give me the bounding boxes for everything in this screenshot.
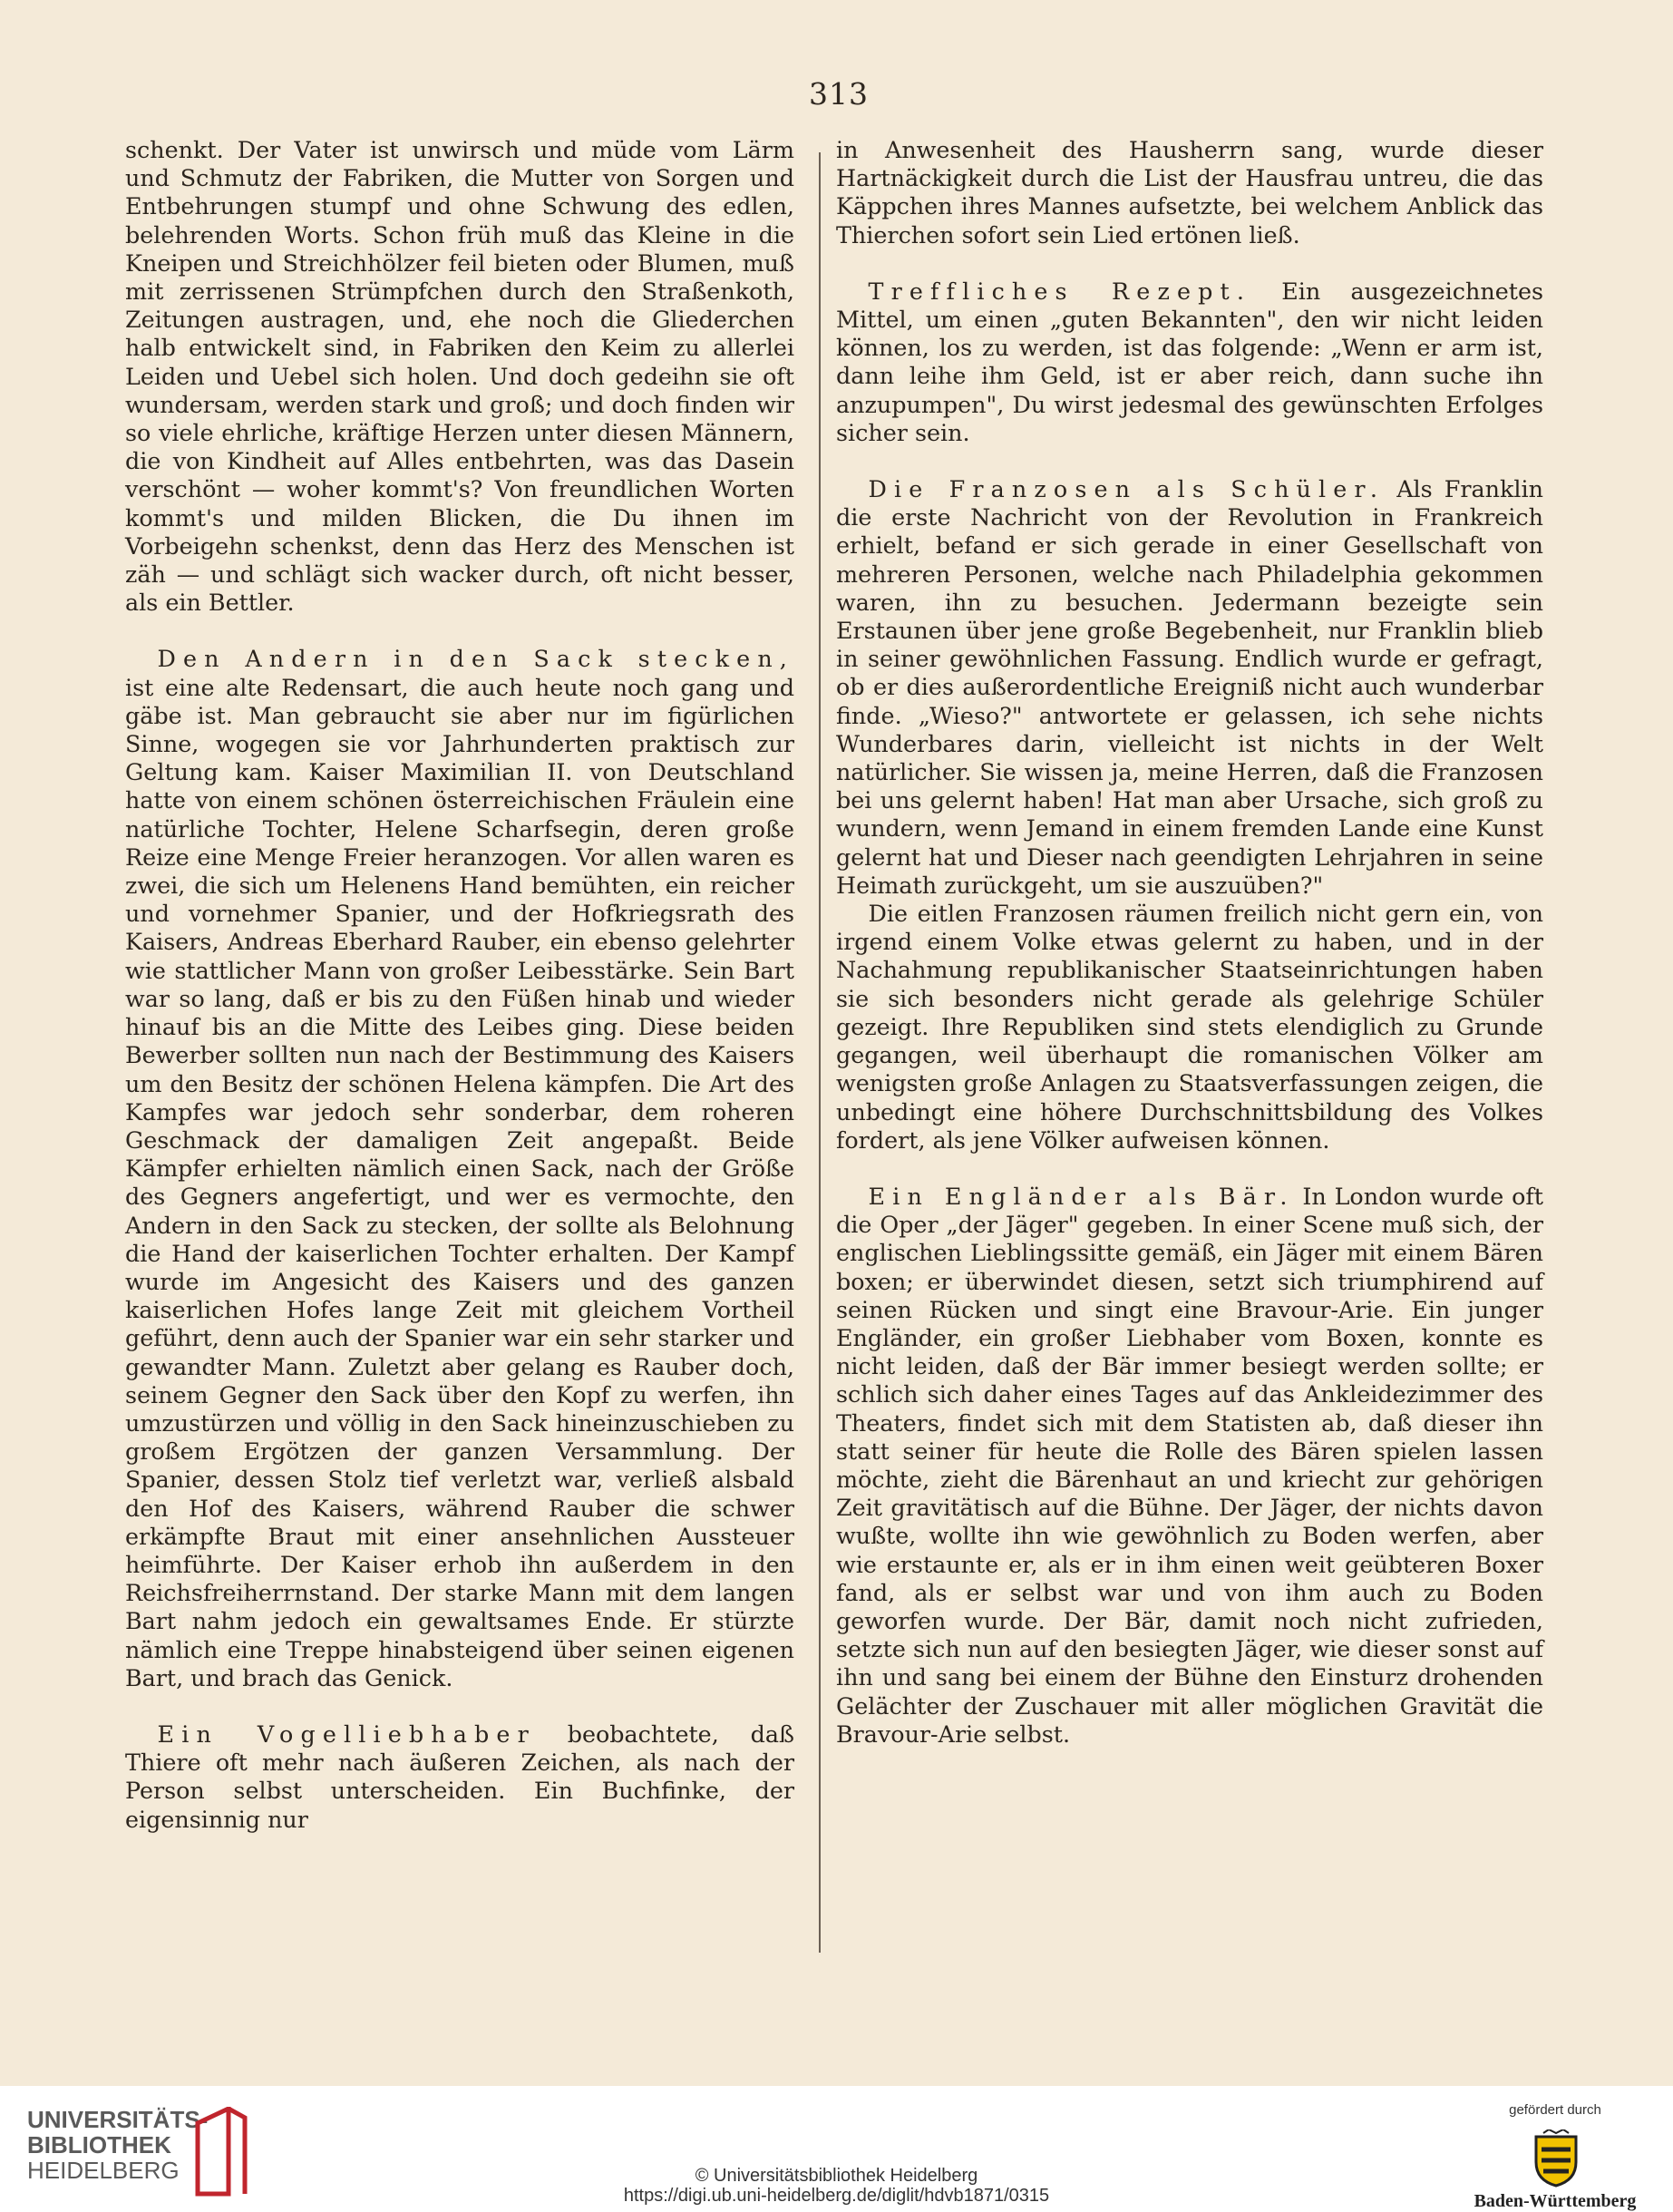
paragraph-text: beobachtete, daß Thiere oft mehr nach äußeren Zeichen, als nach der Person selbst unterscheiden. Ein Buchfinke, der eigensinnig nur <box>125 1720 794 1833</box>
paragraph <box>125 1720 794 1834</box>
article-heading: Ein Engländer als Bär. <box>868 1182 1295 1210</box>
paragraph <box>125 136 794 617</box>
paragraph-text: Die eitlen Franzosen räumen freilich nicht gern ein, von irgend einem Volke etwas gelernt zu haben, und in der Nachahmung republikanischer Staatseinrichtungen haben sie sich besonders nicht gerade als gelehrige Schüler gezeigt. Ihre Republiken sind stets elendiglich zu Grunde gegangen, weil überhaupt die romanischen Völker am wenigsten große Anlagen zu Staatsverfassungen zeigen, die unbedingt eine höhere Durchschnittsbildung des Volkes fordert, als jene Völker aufweisen können. <box>836 900 1543 1154</box>
paragraph <box>836 278 1543 447</box>
paragraph <box>836 475 1543 900</box>
article-heading: Treffliches Rezept. <box>868 277 1252 305</box>
copyright-line: © Universitätsbibliothek Heidelberg <box>695 2166 978 2186</box>
paragraph-text: in Anwesenheit des Hausherrn sang, wurde dieser Hartnäckigkeit durch die List der Hausfrau untreu, die das Käppchen ihres Mannes aufsetzte, bei welchem Anblick das Thierchen sofort sein Lied ertönen ließ. <box>836 136 1543 248</box>
sponsor-block <box>1460 2102 1650 2211</box>
paragraph <box>836 136 1543 249</box>
article-heading: Die Franzosen als Schüler. <box>868 475 1386 503</box>
library-logo-line3: HEIDELBERG <box>27 2157 180 2184</box>
article-heading: Ein Vogelliebhaber <box>157 1720 536 1748</box>
paragraph <box>836 900 1543 1155</box>
paragraph-text: Ein ausgezeichnetes Mittel, um einen „guten Bekannten", den wir nicht leiden können, los zu werden, ist das folgende: „Wenn er arm ist, dann leihe ihm Geld, ist er aber reich, dann suche ihn anzupumpen", Du wirst jedesmal des gewünschten Erfolges sicher sein. <box>836 277 1543 446</box>
paragraph <box>125 645 794 1692</box>
page-number: 313 <box>809 76 869 112</box>
state-coat-of-arms-icon <box>1531 2129 1581 2188</box>
paragraph-text: In London wurde oft die Oper „der Jäger" gegeben. In einer Scene muß sich, der englischen Lieblingssitte gemäß, ein Jäger mit einem Bären boxen; er überwindet diesen, setzt sich triumphirend auf seinen Rücken und singt eine Bravour-Arie. Ein junger Engländer, ein großer Liebhaber vom Boxen, konnte es nicht leiden, daß der Bär immer besiegt werden sollte; er schlich sich daher eines Tages auf das Ankleidezimmer des Theaters, findet sich mit dem Statisten ab, daß dieser ihn statt seiner für heute die Rolle des Bären spielen lassen möchte, zieht die Bärenhaut an und kriecht zur gehörigen Zeit gravitätisch auf die Bühne. Der Jäger, der nichts davon wußte, wollte ihn wie gewöhnlich zu Boden werfen, aber wie erstaunte er, als er in ihm einen weit geübteren Boxer fand, als er selbst war und von ihm auch zu Boden geworfen wurde. Der Bär, damit noch nicht zufrieden, setzte sich nun auf den besiegten Jäger, wie dieser sonst auf ihn und sang bei einem der Bühne den Einsturz drohenden Gelächter der Zuschauer mit aller möglichen Gravität die Bravour-Arie selbst. <box>836 1182 1543 1748</box>
library-logo-line1: UNIVERSITÄTS- <box>27 2106 209 2133</box>
paragraph-text: schenkt. Der Vater ist unwirsch und müde vom Lärm und Schmutz der Fabriken, die Mutter von Sorgen und Entbehrungen stumpf und ohne Schwung des edlen, belehrenden Worts. Schon früh muß das Kleine in die Kneipen und Streichhölzer feil bieten oder Blumen, muß mit zerrissenen Strümpfchen durch den Straßenkoth, Zeitungen austragen, und, ehe noch die Gliederchen halb entwickelt sind, in Fabriken den Keim zu allerlei Leiden und Uebel sich holen. Und doch gedeihn sie oft wundersam, werden stark und groß; und doch finden wir so viele ehrliche, kräftige Herzen unter diesen Männern, die von Kindheit auf Alles entbehrten, was das Dasein verschönt — woher kommt's? Von freundlichen Worten kommt's und milden Blicken, die Du ihnen im Vorbeigehn schenkst, denn das Herz des Menschen ist zäh — und schlägt sich wacker durch, oft nicht besser, als ein Bettler. <box>125 136 794 617</box>
paragraph-text: ist eine alte Redensart, die auch heute noch gang und gäbe ist. Man gebraucht sie aber nur im figürlichen Sinne, wogegen sie vor Jahrhunderten praktisch zur Geltung kam. Kaiser Maximilian II. von Deutschland hatte von einem schönen österreichischen Fräulein eine natürliche Tochter, Helene Scharfsegin, deren große Reize eine Menge Freier heranzogen. Vor allen waren es zwei, die sich um Helenens Hand bemühten, ein reicher und vornehmer Spanier, und der Hofkriegsrath des Kaisers, Andreas Eberhard Rauber, ein ebenso gelehrter wie stattlicher Mann von großer Leibesstärke. Sein Bart war so lang, daß er bis zu den Füßen hinab und wieder hinauf bis an die Mitte des Leibes ging. Diese beiden Bewerber sollten nun nach der Bestimmung des Kaisers um den Besitz der schönen Helena kämpfen. Die Art des Kampfes war jedoch sehr sonderbar, dem roheren Geschmack der damaligen Zeit angepaßt. Beide Kämpfer erhielten nämlich einen Sack, nach der Größe des Gegners angefertigt, und wer es vermochte, den Andern in den Sack zu stecken, der sollte als Belohnung die Hand der kaiserlichen Tochter erhalten. Der Kampf wurde im Angesicht des Kaisers und des ganzen kaiserlichen Hofes lange Zeit mit gleichem Vortheil geführt, denn auch der Spanier war ein sehr starker und gewandter Mann. Zuletzt aber gelang es Rauber doch, seinem Gegner den Sack über den Kopf zu werfen, ihn umzustürzen und völlig in den Sack hineinzuschieben zu großem Ergötzen der ganzen Versammlung. Der Spanier, dessen Stolz tief verletzt war, verließ alsbald den Hof des Kaisers, während Rauber die schwer erkämpfte Braut mit einer ansehnlichen Aussteuer heimführte. Der Kaiser erhob ihn außerdem in den Reichsfreiherrnstand. Der starke Mann mit dem langen Bart nahm jedoch ein gewaltsames Ende. Er stürzte nämlich eine Treppe hinabsteigend über seinen eigenen Bart, und brach das Genick. <box>125 673 794 1691</box>
left-column <box>125 136 794 1834</box>
sponsor-name: Baden-Württemberg <box>1474 2191 1637 2211</box>
right-column <box>836 136 1543 1749</box>
article-heading: Den Andern in den Sack stecken, <box>157 645 794 673</box>
column-divider <box>819 152 821 1953</box>
sponsor-label: gefördert durch <box>1509 2102 1601 2118</box>
paragraph-text: Als Franklin die erste Nachricht von der Revolution in Frankreich erhielt, befand er sich gerade in einer Gesellschaft von mehreren Personen, welche nach Philadelphia gekommen waren, ihn zu besuchen. Jedermann bezeigte sein Erstaunen über jene große Begebenheit, nur Franklin blieb in seiner gewöhnlichen Fassung. Endlich wurde er gefragt, ob er dies außerordentliche Ereigniß nicht auch wunderbar finde. „Wieso?" antwortete er gelassen, ich sehe nichts Wunderbares darin, vielleicht ist nichts in der Welt natürlicher. Sie wissen ja, meine Herren, daß die Franzosen bei uns gelernt haben! Hat man aber Ursache, sich groß zu wundern, wenn Jemand in einem fremden Lande eine Kunst gelernt hat und Dieser nach geendigten Lehrjahren in seine Heimath zurückgeht, um sie auszuüben?" <box>836 475 1543 899</box>
library-logo-line2: BIBLIOTHEK <box>27 2131 171 2158</box>
paragraph <box>836 1183 1543 1749</box>
source-url[interactable]: https://digi.ub.uni-heidelberg.de/diglit/hdvb1871/0315 <box>623 2186 1050 2206</box>
